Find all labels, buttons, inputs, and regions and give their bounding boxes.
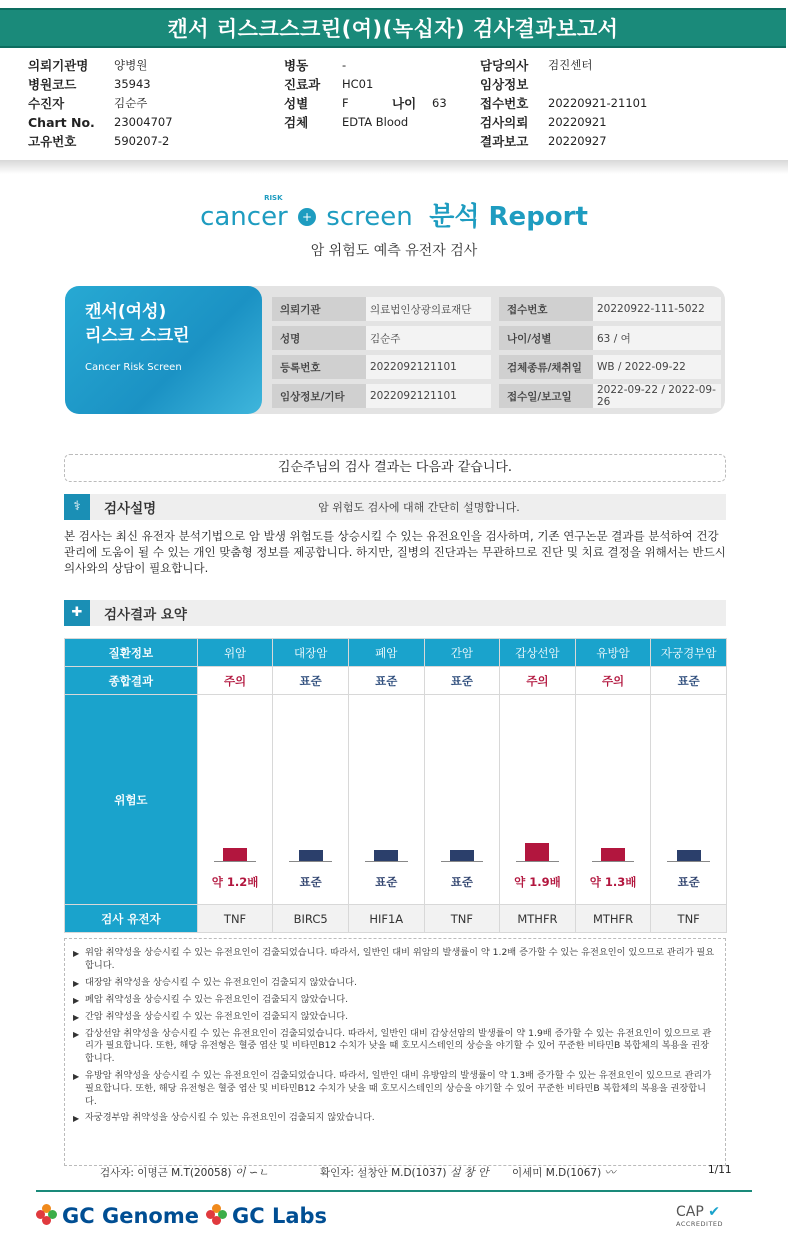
test-gene: TNF: [424, 905, 500, 933]
risk-bar: [374, 850, 398, 861]
header-field: [28, 132, 173, 151]
header-field-value: 김순주: [114, 96, 148, 110]
section-description-title: 검사설명: [104, 501, 157, 517]
header-field-value: 20220921: [548, 115, 607, 129]
other-sign-image: 〰: [604, 1166, 616, 1179]
header-field-label: 수진자: [28, 96, 65, 111]
disease-result: 주의: [197, 667, 273, 695]
header-field-value: 35943: [114, 77, 151, 91]
risk-bar: [601, 848, 625, 861]
gc-labs-logo: [206, 1204, 327, 1228]
note-item: [73, 994, 717, 1007]
page-number: 1/11: [708, 1164, 732, 1176]
section-summary-header: [64, 600, 726, 626]
note-text: 갑상선암 취약성을 상승시킬 수 있는 유전요인이 검출되었습니다. 따라서, 일반인 대비 갑상선암의 발생률이 약 1.9배 증가할 수 있는 유전요인이 있으므로 관리가 필요합니다. 또한, 해당 유전형은 혈중 엽산 및 비타민B12 수치가 낮을 때 호모시스테인의 상승을 야기할 수 있어 꾸준한 비타민B 복합체의 복용을 권장합니다.: [85, 1027, 712, 1065]
disease-name: 유방암: [575, 639, 651, 667]
note-text: 자궁경부암 취약성을 상승시킬 수 있는 유전요인이 검출되지 않았습니다.: [85, 1112, 375, 1124]
test-gene: BIRC5: [273, 905, 349, 933]
info-value: 63 / 여: [593, 326, 721, 350]
note-item: [73, 1011, 717, 1024]
cap-accredited-logo: [676, 1204, 723, 1228]
risk-label: 약 1.9배: [514, 875, 561, 889]
card-title-2: 리스크 스크린: [85, 326, 190, 346]
bullet-triangle-icon: ▶: [73, 1114, 80, 1124]
header-field: [480, 132, 647, 151]
risk-bar-area: [349, 838, 424, 862]
brand-plus-icon: +: [298, 208, 316, 226]
stethoscope-icon: ⚕: [64, 494, 90, 520]
info-value: WB / 2022-09-22: [593, 355, 721, 379]
header-field-label: 의뢰기관명: [28, 58, 89, 73]
header-field: [28, 113, 173, 132]
risk-label: 표준: [375, 875, 398, 889]
bullet-triangle-icon: ▶: [73, 1029, 80, 1039]
info-row: [272, 297, 721, 321]
gc-cross-icon: [36, 1204, 58, 1226]
info-label: 의뢰기관: [272, 297, 366, 321]
result-intro: 김순주님의 검사 결과는 다음과 같습니다.: [64, 454, 726, 482]
note-text: 위암 취약성을 상승시킬 수 있는 유전요인이 검출되었습니다. 따라서, 일반인 대비 위암의 발생률이 약 1.2배 증가할 수 있는 유전요인이 있으므로 관리가 필요합니다.: [85, 947, 715, 971]
header-field-value: EDTA Blood: [342, 115, 409, 129]
checker-signature: [320, 1164, 489, 1180]
test-gene: HIF1A: [348, 905, 424, 933]
header-field-value: F: [342, 96, 349, 110]
bullet-triangle-icon: ▶: [73, 978, 80, 988]
risk-bar-area: [500, 838, 575, 862]
header-field: [480, 56, 647, 75]
disease-result: 표준: [651, 667, 727, 695]
header-field: [480, 113, 647, 132]
info-label: 검체종류/채취일: [499, 355, 593, 379]
header-col-1: [28, 56, 173, 151]
header-field-value: 검진센터: [548, 58, 593, 72]
test-gene: MTHFR: [500, 905, 576, 933]
gc-genome-logo: [36, 1204, 199, 1228]
card-title-1: 캔서(여성): [85, 302, 167, 322]
risk-bar: [525, 843, 549, 861]
disease-result: 주의: [500, 667, 576, 695]
header-field-label: 검체: [284, 115, 309, 130]
age-label: 나이: [392, 96, 417, 111]
header-col-3: [480, 56, 647, 151]
header-field-value: 590207-2: [114, 134, 170, 148]
header-field-value: 23004707: [114, 115, 173, 129]
info-label: 나이/성별: [499, 326, 593, 350]
info-row: [272, 326, 721, 350]
header-field-value: 양병원: [114, 58, 148, 72]
header-field-label: Chart No.: [28, 115, 95, 130]
other-name: 이세미 M.D(1067): [512, 1167, 602, 1179]
medical-kit-icon: ✚: [64, 600, 90, 626]
result-summary-table: [64, 638, 727, 933]
brand-report: 분석 Report: [429, 202, 588, 232]
row-label-disease: 질환정보: [65, 639, 198, 667]
bullet-triangle-icon: ▶: [73, 949, 80, 958]
header-field: [284, 94, 408, 113]
bullet-triangle-icon: ▶: [73, 1012, 80, 1022]
patient-info-table: [272, 292, 721, 413]
risk-baseline: [289, 861, 332, 862]
disease-result: 표준: [424, 667, 500, 695]
risk-bar: [223, 848, 247, 861]
test-gene: MTHFR: [575, 905, 651, 933]
risk-label: 표준: [677, 875, 700, 889]
header-col-2: [284, 56, 408, 132]
risk-baseline: [441, 861, 484, 862]
tester-sign-image: 이 ∽ㄴ: [234, 1166, 269, 1179]
risk-baseline: [214, 861, 257, 862]
gc-genome-text: GC Genome: [62, 1204, 199, 1228]
result-notes: [64, 938, 726, 1166]
page-subtitle: 암 위험도 예측 유전자 검사: [310, 243, 478, 259]
header-field: [480, 75, 647, 94]
info-label: 성명: [272, 326, 366, 350]
test-description: 본 검사는 최신 유전자 분석기법으로 암 발생 위험도를 상승시킬 수 있는 유전요인을 검사하며, 기존 연구논문 결과를 분석하여 건강 관리에 도움이 될 수 있는 개인 맞춤형 정보를 제공합니다. 하지만, 질병의 진단과는 무관하므로 진단 및 치료 결정을 위해서는 반드시 의사와의 상담이 필요합니다.: [64, 529, 726, 575]
bullet-triangle-icon: ▶: [73, 1071, 80, 1081]
info-value: 의료법인상광의료재단: [366, 297, 491, 321]
section-description-header: [64, 494, 726, 520]
note-text: 간암 취약성을 상승시킬 수 있는 유전요인이 검출되지 않았습니다.: [85, 1010, 348, 1022]
risk-label: 약 1.3배: [589, 875, 637, 889]
other-signature: [512, 1164, 616, 1180]
header-divider: [0, 160, 788, 174]
info-row: [272, 355, 721, 379]
checker-sign-image: 설 창 안: [449, 1166, 489, 1179]
cancer-risk-screen-logo: [0, 196, 788, 233]
header-field: [28, 75, 173, 94]
note-item: [73, 1070, 717, 1108]
header-field: [480, 94, 647, 113]
info-row: [272, 384, 721, 408]
disease-risk: [651, 695, 727, 905]
disease-name: 위암: [197, 639, 273, 667]
risk-label: 표준: [299, 875, 322, 889]
info-value: 2022092121101: [366, 384, 491, 408]
risk-label: 약 1.2배: [211, 875, 259, 889]
note-text: 폐암 취약성을 상승시킬 수 있는 유전요인이 검출되지 않았습니다.: [85, 993, 348, 1005]
card-english-title: Cancer Risk Screen: [85, 362, 182, 373]
disease-risk: [273, 695, 349, 905]
info-value: 2022092121101: [366, 355, 491, 379]
header-field-label: 임상정보: [480, 77, 529, 92]
info-label: 접수번호: [499, 297, 593, 321]
risk-bar: [299, 850, 323, 861]
risk-bar: [450, 850, 474, 861]
gc-labs-text: GC Labs: [232, 1204, 328, 1228]
header-field: [284, 113, 408, 132]
header-field-label: 병원코드: [28, 77, 77, 92]
age-value: 63: [432, 96, 447, 110]
brand-screen: screen: [326, 202, 413, 232]
info-value: 김순주: [366, 326, 491, 350]
gc-cross-icon: [206, 1204, 228, 1226]
note-item: [73, 947, 717, 973]
brand-risk: RISK: [264, 194, 283, 202]
info-label: 임상정보/기타: [272, 384, 366, 408]
note-item: [73, 977, 717, 990]
disease-risk: [500, 695, 576, 905]
cap-text: CAP: [676, 1204, 704, 1220]
risk-baseline: [516, 861, 559, 862]
header-field-label: 결과보고: [480, 134, 529, 149]
disease-name: 간암: [424, 639, 500, 667]
cap-sub-text: ACCREDITED: [676, 1220, 724, 1228]
brand-cancer: cancer: [200, 202, 288, 232]
header-field-label: 진료과: [284, 77, 321, 92]
info-value: 20220922-111-5022: [593, 297, 721, 321]
header-field-label: 담당의사: [480, 58, 529, 73]
disease-name: 폐암: [348, 639, 424, 667]
card-title-panel: [65, 286, 262, 414]
header-field: [284, 75, 408, 94]
risk-bar: [677, 850, 701, 861]
risk-bar-area: [651, 838, 726, 862]
disease-name: 갑상선암: [500, 639, 576, 667]
note-text: 유방암 취약성을 상승시킬 수 있는 유전요인이 검출되었습니다. 따라서, 일반인 대비 유방암의 발생률이 약 1.3배 증가할 수 있는 유전요인이 있으므로 관리가 필요합니다. 또한, 해당 유전형은 혈중 엽산 및 비타민B12 수치가 낮을 때 호모시스테인의 상승을 야기할 수 있어 꾸준한 비타민B 복합체의 복용을 권장합니다.: [85, 1069, 712, 1107]
disease-name: 대장암: [273, 639, 349, 667]
disease-risk: [348, 695, 424, 905]
disease-result: 표준: [348, 667, 424, 695]
info-label: 접수일/보고일: [499, 384, 593, 408]
header-field-label: 병동: [284, 58, 309, 73]
risk-bar-area: [273, 838, 348, 862]
header-field-label: 접수번호: [480, 96, 529, 111]
risk-bar-area: [576, 838, 651, 862]
risk-baseline: [365, 861, 408, 862]
row-label-risk: 위험도: [65, 695, 198, 905]
section-summary-title: 검사결과 요약: [104, 607, 187, 623]
section-description-subtitle: 암 위험도 검사에 대해 간단히 설명합니다.: [318, 501, 520, 514]
header-field: [28, 56, 173, 75]
report-title: 캔서 리스크스크린(여)(녹십자) 검사결과보고서: [0, 8, 786, 48]
risk-baseline: [592, 861, 635, 862]
test-gene: TNF: [651, 905, 727, 933]
disease-risk: [575, 695, 651, 905]
check-icon: ✔: [708, 1204, 720, 1220]
info-label: 등록번호: [272, 355, 366, 379]
disease-result: 표준: [273, 667, 349, 695]
disease-name: 자궁경부암: [651, 639, 727, 667]
header-field: [28, 94, 173, 113]
risk-label: 표준: [450, 875, 473, 889]
header-field-label: 검사의뢰: [480, 115, 529, 130]
disease-risk: [197, 695, 273, 905]
note-item: [73, 1028, 717, 1066]
bullet-triangle-icon: ▶: [73, 995, 80, 1005]
risk-bar-area: [198, 838, 273, 862]
info-value: 2022-09-22 / 2022-09-26: [593, 384, 721, 408]
row-label-result: 종합결과: [65, 667, 198, 695]
disease-risk: [424, 695, 500, 905]
test-gene: TNF: [197, 905, 273, 933]
footer-divider: [36, 1190, 752, 1192]
tester-signature: [100, 1164, 269, 1180]
disease-result: 주의: [575, 667, 651, 695]
note-text: 대장암 취약성을 상승시킬 수 있는 유전요인이 검출되지 않았습니다.: [85, 976, 357, 988]
age-field: [392, 94, 447, 113]
header-field-value: -: [342, 58, 347, 72]
note-item: [73, 1112, 717, 1125]
header-field-value: HC01: [342, 77, 374, 91]
header-field-value: 20220927: [548, 134, 607, 148]
tester-name: 검사자: 이명근 M.T(20058): [100, 1167, 232, 1179]
checker-name: 확인자: 설창안 M.D(1037): [320, 1167, 447, 1179]
row-label-gene: 검사 유전자: [65, 905, 198, 933]
header-field-label: 고유번호: [28, 134, 77, 149]
patient-info-card: [65, 286, 725, 414]
header-field-label: 성별: [284, 96, 309, 111]
header-field-value: 20220921-21101: [548, 96, 648, 110]
risk-baseline: [667, 861, 710, 862]
header-field: [284, 56, 408, 75]
risk-bar-area: [425, 838, 500, 862]
